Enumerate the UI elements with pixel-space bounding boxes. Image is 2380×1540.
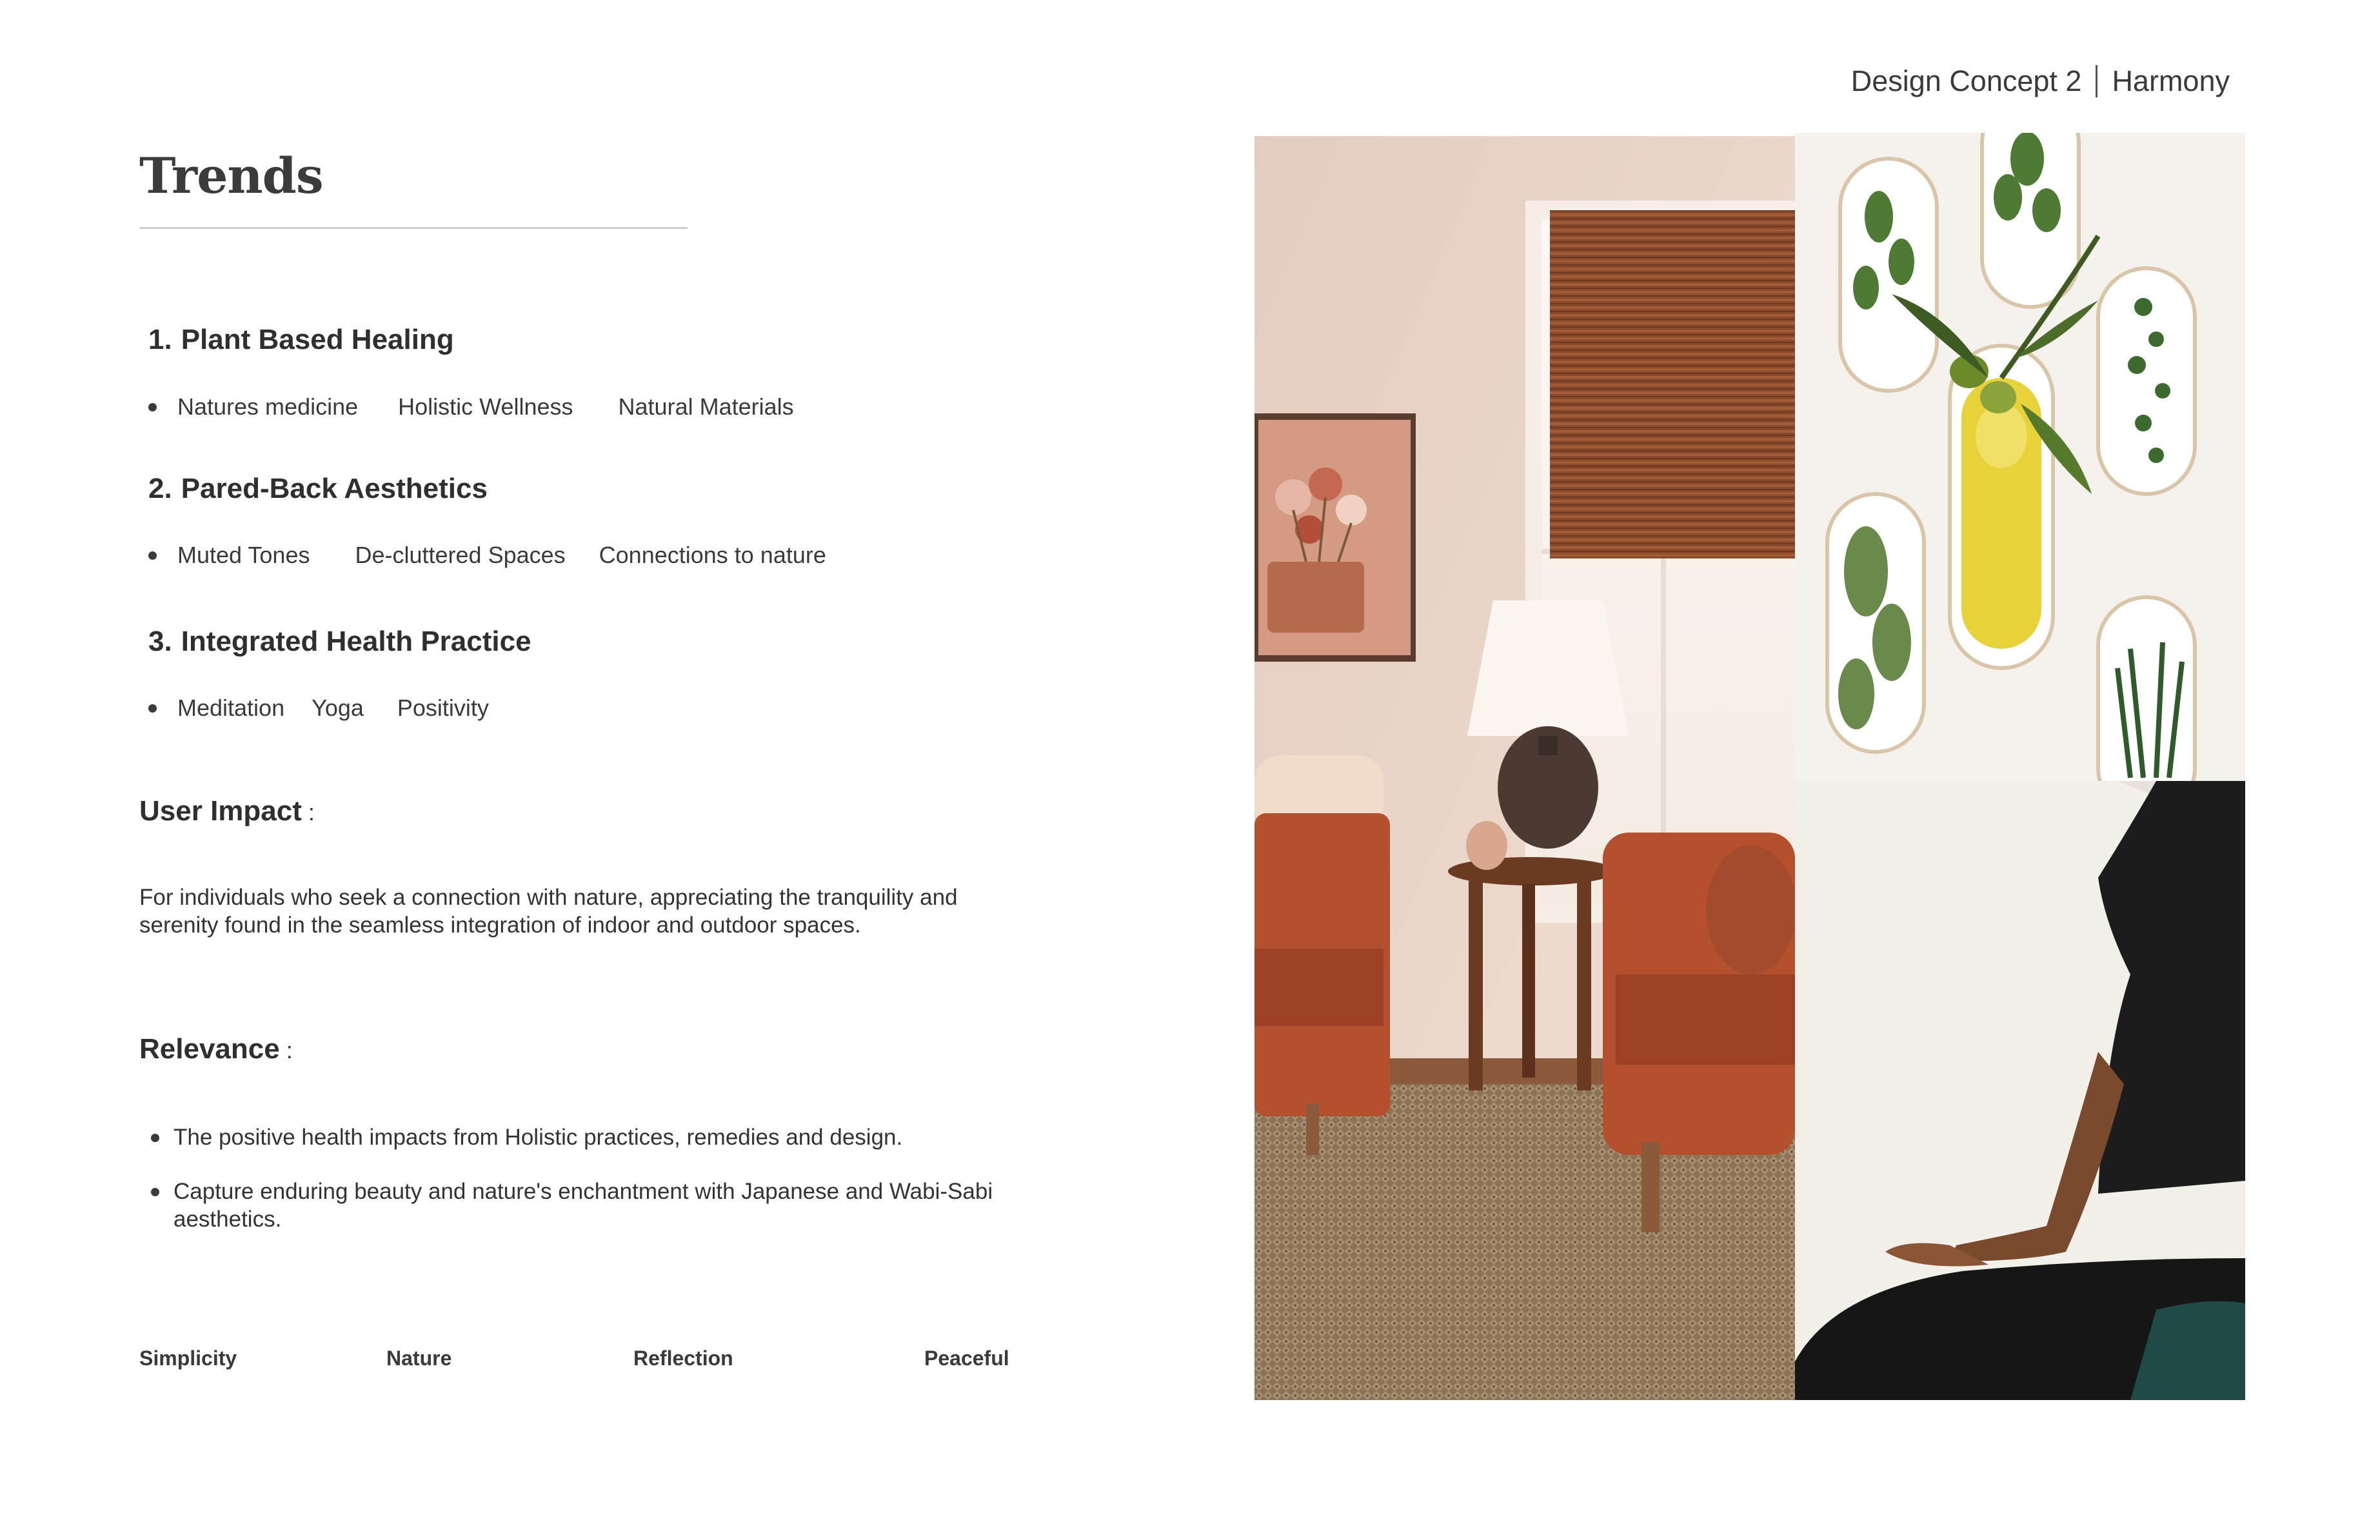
trend-number: 2. xyxy=(148,473,172,504)
relevance-heading xyxy=(139,1033,293,1065)
keyword-reflection: Reflection xyxy=(633,1347,733,1370)
trend-heading-3 xyxy=(148,626,531,658)
living-room-photo xyxy=(1254,136,1795,1400)
relevance-item-text: The positive health impacts from Holistic practices, remedies and design. xyxy=(174,1125,903,1150)
herbs-photo xyxy=(1795,133,2245,781)
trend-heading-2 xyxy=(148,473,488,505)
tag: Natural Materials xyxy=(618,393,794,420)
trend-tags-2 xyxy=(148,542,826,569)
user-impact-text: For individuals who seek a connection with nature, appreciating the tranquility and serenity found in the seamless integration of indoor and outdoor spaces. xyxy=(139,885,958,938)
trend-title: Integrated Health Practice xyxy=(181,626,531,657)
bullet xyxy=(151,1188,159,1196)
title-underline xyxy=(139,227,688,229)
trend-title: Pared-Back Aesthetics xyxy=(181,473,488,504)
tag: Holistic Wellness xyxy=(398,393,573,420)
tag: Muted Tones xyxy=(177,542,310,568)
header-divider xyxy=(2096,65,2097,97)
bullet xyxy=(151,1134,159,1142)
page-title: Trends xyxy=(139,147,323,204)
tag: Meditation xyxy=(177,695,285,721)
meditation-photo xyxy=(1795,781,2245,1400)
trend-number: 3. xyxy=(148,626,172,657)
tag: Connections to nature xyxy=(599,542,826,568)
keyword-simplicity: Simplicity xyxy=(139,1347,237,1370)
tag: De-cluttered Spaces xyxy=(355,542,566,568)
bullet xyxy=(148,403,157,411)
tag: Positivity xyxy=(397,695,489,721)
trend-tags-1 xyxy=(148,393,794,420)
heading-colon: : xyxy=(286,1037,293,1063)
relevance-item xyxy=(151,1123,1009,1151)
trend-title: Plant Based Healing xyxy=(181,324,454,355)
concept-label: Design Concept 2 xyxy=(1850,64,2082,97)
tag: Yoga xyxy=(312,695,364,721)
concept-name: Harmony xyxy=(2112,64,2230,97)
relevance-title: Relevance xyxy=(139,1033,280,1065)
trend-heading-1 xyxy=(148,324,454,356)
trend-tags-3 xyxy=(148,695,489,722)
trend-number: 1. xyxy=(148,324,172,355)
relevance-item-text: Capture enduring beauty and nature's enchantment with Japanese and Wabi-Sabi aesthetics. xyxy=(174,1179,993,1232)
tag: Natures medicine xyxy=(177,393,359,420)
bullet xyxy=(148,551,157,560)
page-header xyxy=(1851,64,2230,98)
heading-colon: : xyxy=(308,799,315,825)
user-impact-title: User Impact xyxy=(139,795,302,827)
keyword-peaceful: Peaceful xyxy=(924,1347,1009,1370)
bullet xyxy=(148,704,157,713)
user-impact-heading xyxy=(139,795,315,827)
relevance-item xyxy=(151,1178,1009,1233)
keyword-nature: Nature xyxy=(386,1347,452,1370)
